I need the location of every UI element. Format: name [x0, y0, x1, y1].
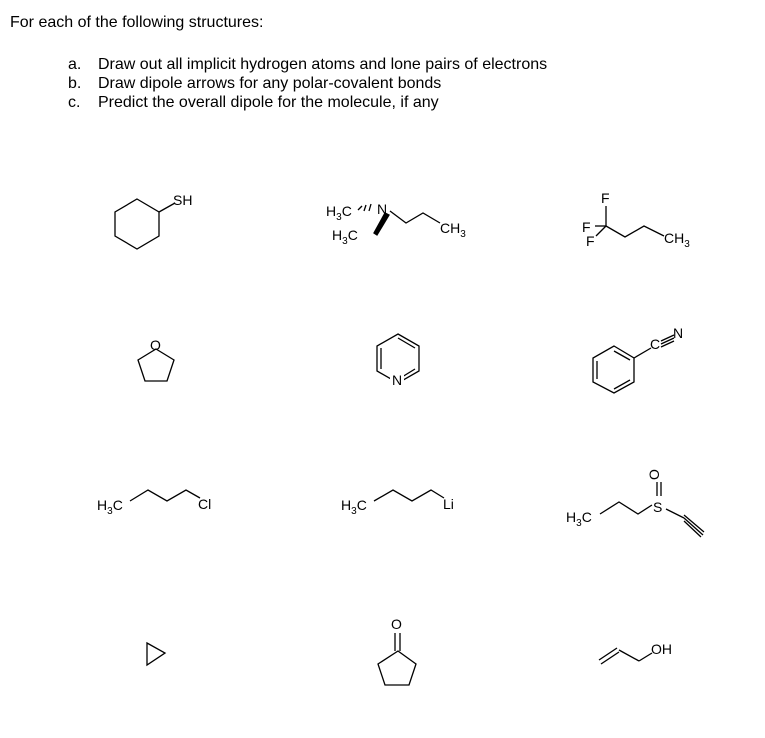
oxygen-label: O — [150, 337, 161, 353]
methyl-label: $H_3C$ — [341, 497, 367, 517]
oxygen-label: O — [646, 469, 662, 480]
cyclohexane-ring — [115, 199, 159, 249]
nitrogen-label: N — [392, 372, 403, 388]
butane-chain — [606, 226, 664, 237]
s-c-bond — [666, 509, 684, 518]
alkene-double-bond — [601, 652, 619, 664]
alkene-double-bond — [599, 648, 617, 660]
triple-bond-line — [661, 341, 674, 347]
methyl-label: $CH_3$ — [664, 230, 690, 250]
methyl-label: $H_3C$ — [566, 509, 592, 529]
sulfur-label: S — [653, 499, 663, 515]
propyl-chain — [390, 211, 440, 223]
ring-double-bond — [614, 380, 630, 389]
hash-bond-3 — [369, 204, 371, 211]
cyclopropane-ring — [147, 643, 165, 665]
structure-cyclohexanethiol — [115, 192, 192, 249]
c-f-bond-bottom — [596, 226, 606, 236]
c-c-bond — [619, 650, 639, 661]
fluorine-top-label: F — [601, 190, 610, 206]
structure-tetrahydrofuran — [138, 337, 174, 381]
chlorine-label: Cl — [198, 496, 212, 512]
structure-amine — [326, 201, 466, 247]
nitrogen-label: N — [377, 201, 388, 217]
task-letter: b. — [68, 75, 82, 92]
benzene-ring — [593, 346, 634, 393]
task-text: Predict the overall dipole for the molecule, if any — [98, 94, 439, 111]
task-letter: a. — [68, 56, 82, 73]
hash-bond-1 — [358, 206, 362, 210]
alkyne-triple-bond — [684, 521, 701, 537]
butyl-chain — [130, 490, 200, 501]
structure-chlorobutane — [97, 490, 211, 517]
methyl-label: $H_3C$ — [97, 497, 123, 517]
fluorine-bottom-label: F — [586, 233, 595, 249]
structure-cyclopentanone — [378, 616, 416, 685]
carbon-label: C — [650, 336, 661, 352]
structure-pyridine — [377, 334, 419, 388]
ring-ch2-bond — [634, 348, 651, 358]
alkyne-triple-bond — [684, 518, 703, 535]
thf-ring — [138, 349, 174, 381]
task-text: Draw out all implicit hydrogen atoms and lone pairs of electrons — [98, 56, 548, 73]
butyl-chain — [374, 490, 444, 501]
lithium-label: Li — [443, 496, 454, 512]
ring-double-bond — [614, 351, 630, 360]
cyclopentane-ring — [378, 651, 416, 685]
oxygen-label: O — [391, 616, 402, 632]
methyl-top-label: $H_3C$ — [326, 203, 352, 223]
fluorine-left-label: F — [582, 219, 591, 235]
structure-benzyl-nitrile — [593, 325, 683, 393]
structure-cyclopropane — [147, 643, 165, 665]
sh-label: SH — [173, 192, 193, 208]
task-text: Draw dipole arrows for any polar-covalent bonds — [98, 75, 442, 92]
structure-alkynyl-sulfoxide — [566, 469, 704, 537]
hash-bond-2 — [364, 205, 366, 211]
structure-butyllithium — [341, 490, 454, 517]
structure-trifluorobutane — [582, 190, 690, 250]
methyl-end-label: $CH_3$ — [440, 220, 466, 240]
nitrogen-label: N — [673, 325, 684, 341]
propyl-chain — [600, 502, 652, 514]
structure-allyl-alcohol — [599, 641, 672, 664]
question-prompt: For each of the following structures: — [10, 14, 264, 31]
hydroxyl-label: OH — [651, 641, 672, 657]
methyl-bottom-label: $H_3C$ — [332, 227, 358, 247]
task-letter: c. — [68, 94, 81, 111]
